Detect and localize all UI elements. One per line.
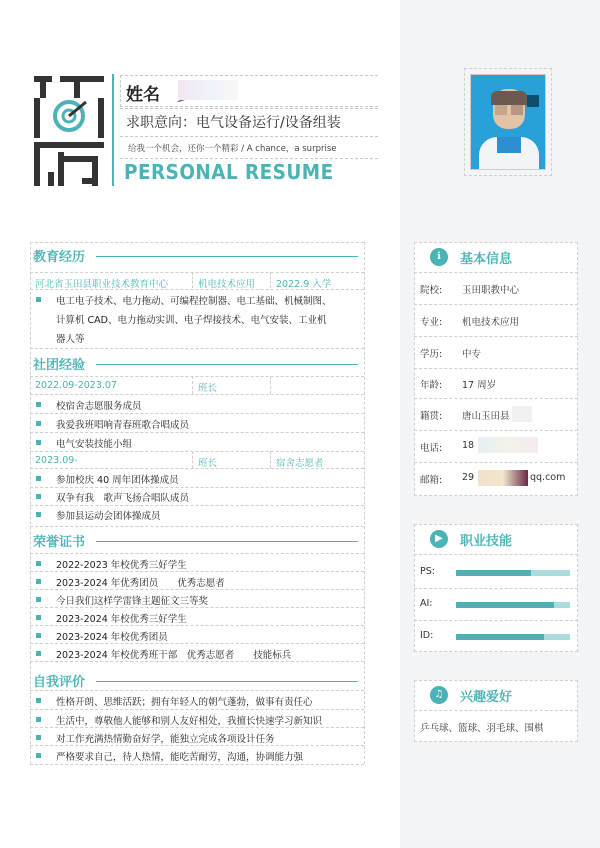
basic-info-panel (414, 242, 578, 496)
resume-logo (30, 72, 110, 190)
english-title: PERSONAL RESUME (124, 160, 334, 184)
hobbies-title: 兴趣爱好 (460, 690, 513, 705)
info-value: 玉田职教中心 (462, 285, 520, 296)
eval-item: 严格要求自己，待人热情，能吃苦耐劳，沟通，协调能力强 (56, 752, 304, 763)
club-date-2: 2023.09- (35, 455, 78, 466)
clubs-title: 社团经验 (33, 358, 86, 373)
skills-icon: ▶ (430, 530, 448, 548)
course-line: 电工电子技术、电力拖动、可编程控制器、电工基础、机械制图、 (56, 296, 332, 307)
list-item: 电气安装技能小组 (56, 439, 133, 450)
list-item: 参加校庆 40 周年团体操成员 (56, 475, 179, 486)
skill-bar-id (456, 634, 570, 640)
info-value: 中专 (462, 349, 482, 360)
school-name: 河北省玉田县职业技术教育中心 (35, 279, 169, 290)
honor-item: 2023-2024 年优秀团员 优秀志愿者 (56, 578, 225, 589)
club-role-1: 班长 (198, 383, 218, 394)
honor-item: 2023-2024 年校优秀班干部 优秀志愿者 技能标兵 (56, 650, 292, 661)
info-label: 专业: (420, 317, 443, 328)
profile-photo (470, 74, 546, 170)
list-item: 参加县运动会团体操成员 (56, 511, 161, 522)
course-line: 器人等 (56, 334, 85, 345)
info-value: 18 (462, 440, 475, 451)
hobbies-text: 乒乓球、篮球、羽毛球、围棋 (420, 723, 544, 734)
eval-item: 对工作充满热情勤奋好学，能独立完成各项设计任务 (56, 734, 275, 745)
list-item: 双争有我 歌声飞扬合唱队成员 (56, 493, 190, 504)
info-value: 机电技术应用 (462, 317, 520, 328)
honors-title: 荣誉证书 (33, 535, 86, 550)
list-item: 我爱我班唱响青春班歌合唱成员 (56, 420, 190, 431)
info-label: 学历: (420, 349, 443, 360)
skill-label: PS: (420, 566, 435, 577)
basic-info-title: 基本信息 (460, 252, 513, 267)
honor-item: 2023-2024 年校优秀三好学生 (56, 614, 187, 625)
honor-item: 2022-2023 年校优秀三好学生 (56, 560, 187, 571)
info-label: 年龄: (420, 380, 443, 391)
self-eval-title: 自我评价 (33, 675, 86, 690)
skill-label: ID: (420, 630, 434, 641)
job-intent: 求职意向：电气设备运行/设备组装 (126, 115, 341, 131)
skill-label: AI: (420, 598, 433, 609)
club-role-2b: 宿舍志愿者 (276, 458, 324, 469)
eval-item: 生活中，尊敬他人能够和别人友好相处，我擅长快速学习新知识 (56, 716, 323, 727)
slogan: 给我一个机会，还你一个精彩 / A chance，a surprise (128, 144, 337, 154)
course-line: 计算机 CAD、电力拖动实训、电子焊接技术、电气安装、工业机 (56, 315, 327, 326)
list-item: 校宿舍志愿服务成员 (56, 401, 142, 412)
info-value: 唐山玉田县 (462, 411, 510, 422)
club-role-2: 班长 (198, 458, 218, 469)
name-field: 姓名 (126, 85, 160, 105)
info-label: 电话: (420, 443, 443, 454)
info-label: 邮箱: (420, 475, 443, 486)
honor-item: 2023-2024 年校优秀团员 (56, 632, 168, 643)
enroll-date: 2022.9 入学 (276, 279, 332, 290)
headphones-icon: ♫ (430, 686, 448, 704)
info-label: 籍贯: (420, 411, 443, 422)
club-date-1: 2022.09-2023.07 (35, 380, 117, 391)
header-divider (112, 74, 114, 186)
email-tail: qq.com (530, 472, 566, 483)
major: 机电技术应用 (198, 279, 256, 290)
skill-bar-ps (456, 570, 570, 576)
name-redaction (178, 80, 238, 100)
skill-bar-ai (456, 602, 570, 608)
skills-title: 职业技能 (460, 534, 513, 549)
education-title: 教育经历 (33, 250, 86, 265)
info-icon: ℹ (430, 248, 448, 266)
info-label: 院校: (420, 285, 443, 296)
info-value: 29 (462, 472, 475, 483)
info-value: 17 周岁 (462, 380, 497, 391)
eval-item: 性格开朗、思维活跃；拥有年轻人的朝气蓬勃，做事有责任心 (56, 697, 313, 708)
honor-item: 今日我们这样学雷锋主题征文三等奖 (56, 596, 209, 607)
